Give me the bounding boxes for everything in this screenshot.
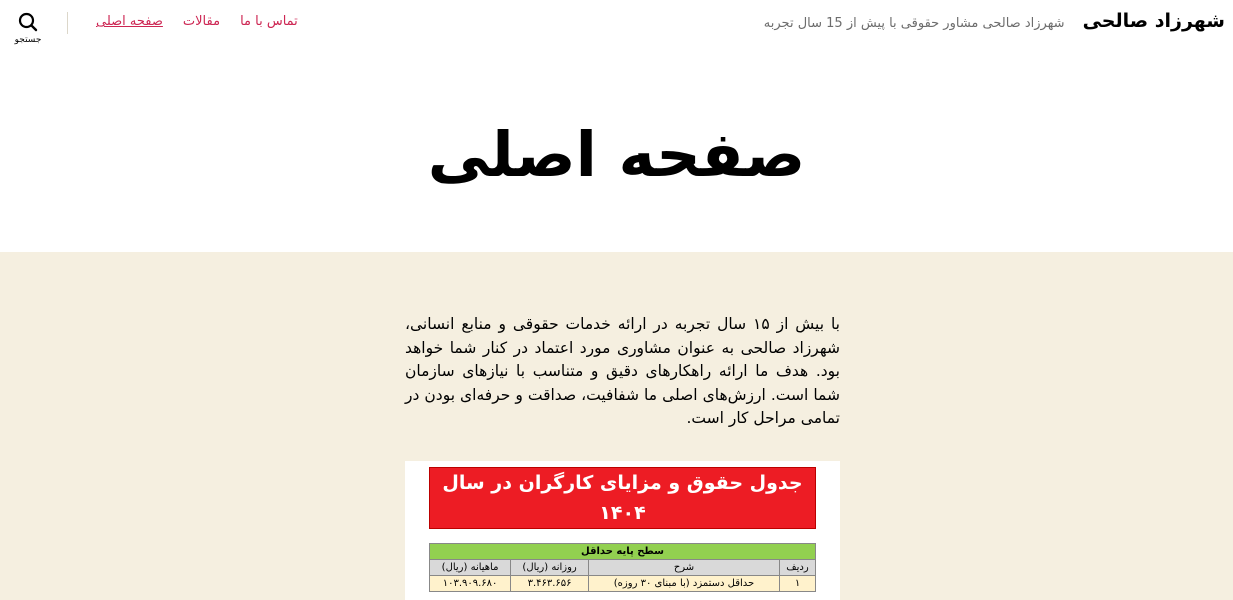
site-tagline: شهرزاد صالحی مشاور حقوقی با پیش از 15 سال تجربه — [763, 16, 1065, 31]
search-label: جستجو — [14, 35, 42, 45]
primary-nav — [96, 14, 298, 29]
search-button[interactable] — [10, 12, 46, 45]
nav-home[interactable]: صفحه اصلی — [96, 14, 163, 29]
salary-table — [429, 543, 816, 592]
search-icon — [18, 12, 38, 32]
site-header — [0, 0, 1233, 252]
header-divider — [67, 12, 68, 34]
site-title[interactable]: شهرزاد صالحی — [1082, 10, 1225, 32]
page-title: صفحه اصلی — [427, 118, 806, 191]
table-header: ماهیانه (ریال) — [430, 559, 511, 575]
table-header: روزانه (ریال) — [511, 559, 589, 575]
intro-paragraph: با بیش از ۱۵ سال تجربه در ارائه خدمات حقوقی و منابع انسانی، شهرزاد صالحی به عنوان مشاوری مورد اعتماد در کنار شما خواهد بود. هدف ما ارائه راهکارهای دقیق و متناسب با نیازهای سازمان شما است. ارزش‌های اصلی ما شفافیت، صداقت و حرفه‌ای بودن در تمامی مراحل کار است. — [405, 315, 840, 427]
nav-articles[interactable]: مقالات — [182, 14, 221, 29]
table-section: سطح پایه حداقل — [430, 543, 816, 559]
nav-contact[interactable]: تماس با ما — [240, 14, 298, 29]
table-cell: ۱ — [780, 575, 816, 591]
main-content — [405, 313, 840, 600]
branding — [764, 10, 1225, 32]
salary-table-image — [405, 461, 840, 600]
table-header: ردیف — [780, 559, 816, 575]
table-header: شرح — [589, 559, 780, 575]
table-cell: ۱۰۳.۹۰۹.۶۸۰ — [430, 575, 511, 591]
table-row — [430, 575, 816, 591]
figure-title: جدول حقوق و مزایای کارگران در سال ۱۴۰۴ — [429, 467, 816, 529]
table-cell: حداقل دستمزد (با مبنای ۳۰ روزه) — [589, 575, 780, 591]
table-cell: ۳.۴۶۳.۶۵۶ — [511, 575, 589, 591]
